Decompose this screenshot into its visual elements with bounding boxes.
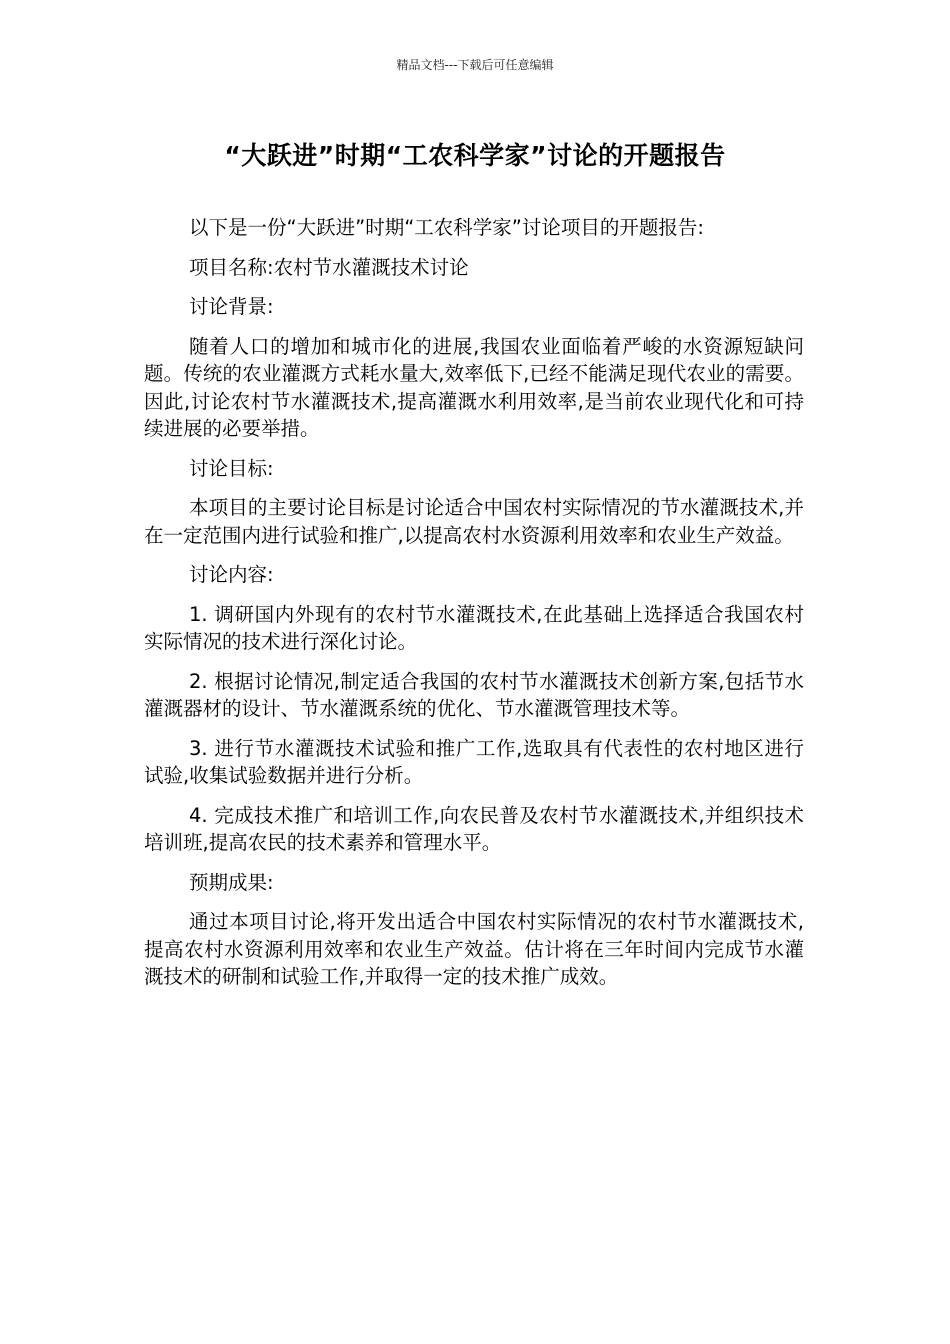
- page-header: 精品文档---下载后可任意编辑: [396, 58, 554, 72]
- expected-results-heading: 预期成果:: [189, 870, 274, 894]
- document-body: [144, 214, 804, 1003]
- intro-paragraph: 以下是一份“大跃进”时期“工农科学家”讨论项目的开题报告:: [189, 216, 704, 239]
- content-heading: 讨论内容:: [189, 563, 274, 586]
- objective-paragraph: 本项目的主要讨论目标是讨论适合中国农村实际情况的节水灌溉技术,并在一定范围内进行试验和推广,以提高农村水资源利用效率和农业生产效益。: [144, 496, 804, 547]
- content-item-4: 4. 完成技术推广和培训工作,向农民普及农村节水灌溉技术,并组织技术培训班,提高农民的技术素养和管理水平。: [144, 803, 804, 854]
- content-item-2: 2. 根据讨论情况,制定适合我国的农村节水灌溉技术创新方案,包括节水灌溉器材的设计、节水灌溉系统的优化、节水灌溉管理技术等。: [144, 669, 804, 720]
- content-item-3: 3. 进行节水灌溉技术试验和推广工作,选取具有代表性的农村地区进行试验,收集试验数据并进行分析。: [144, 736, 804, 787]
- document-title: “大跃进”时期“工农科学家”讨论的开题报告: [224, 141, 726, 170]
- background-paragraph: 随着人口的增加和城市化的进展,我国农业面临着严峻的水资源短缺问题。传统的农业灌溉方式耗水量大,效率低下,已经不能满足现代农业的需要。因此,讨论农村节水灌溉技术,提高灌溉水利用效率,是当前农业现代化和可持续进展的必要举措。: [144, 334, 804, 440]
- project-name-paragraph: 项目名称:农村节水灌溉技术讨论: [189, 255, 469, 279]
- expected-results-paragraph: 通过本项目讨论,将开发出适合中国农村实际情况的农村节水灌溉技术,提高农村水资源利用效率和农业生产效益。估计将在三年时间内完成节水灌溉技术的研制和试验工作,并取得一定的技术推广成效。: [144, 910, 804, 988]
- content-item-1: 1. 调研国内外现有的农村节水灌溉技术,在此基础上选择适合我国农村实际情况的技术进行深化讨论。: [144, 602, 804, 653]
- background-heading: 讨论背景:: [189, 295, 274, 318]
- objective-heading: 讨论目标:: [189, 456, 274, 480]
